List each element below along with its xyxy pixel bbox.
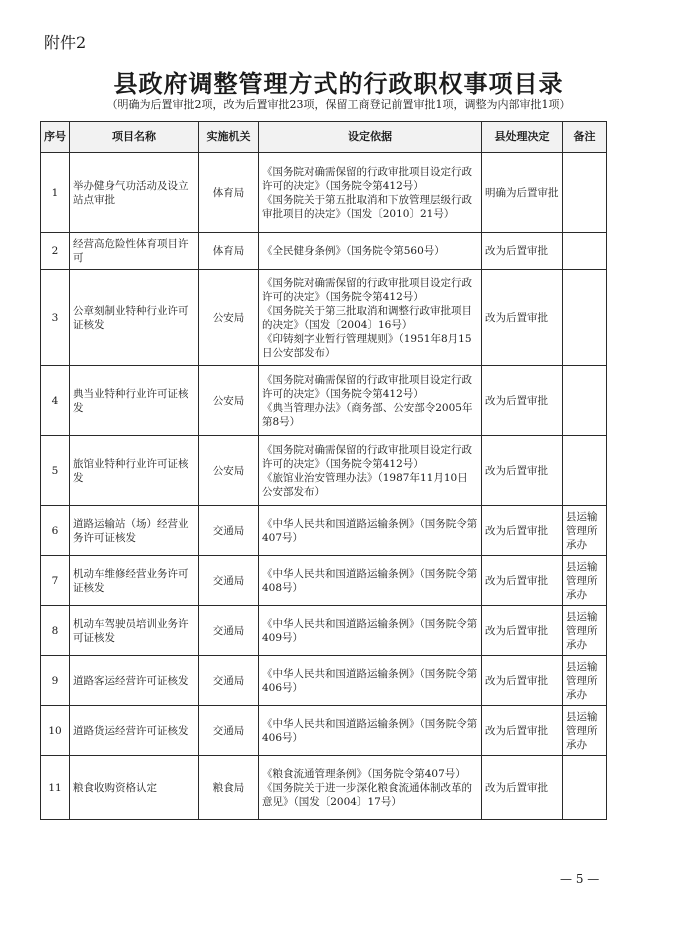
table-row xyxy=(41,656,607,706)
page-title: 县政府调整管理方式的行政职权事项目录 xyxy=(113,69,564,98)
basis-line: 《中华人民共和国道路运输条例》（国务院令第408号） xyxy=(262,567,478,594)
basis-line: 《中华人民共和国道路运输条例》（国务院令第406号） xyxy=(262,667,478,694)
header-name: 项目名称 xyxy=(70,122,199,153)
row-number-cell: 10 xyxy=(41,706,70,756)
basis-line: 《国务院关于第三批取消和调整行政审批项目的决定》（国发〔2004〕16号） xyxy=(262,304,472,331)
agency-cell: 公安局 xyxy=(199,366,259,436)
basis-line: 《国务院对确需保留的行政审批项目设定行政许可的决定》（国务院令第412号） xyxy=(262,443,472,470)
row-number-cell: 9 xyxy=(41,656,70,706)
header-decision: 县处理决定 xyxy=(482,122,563,153)
note-cell xyxy=(563,233,607,270)
table-row xyxy=(41,366,607,436)
basis-line: 《国务院对确需保留的行政审批项目设定行政许可的决定》（国务院令第412号） xyxy=(262,276,472,303)
basis-cell xyxy=(259,506,482,556)
header-no: 序号 xyxy=(41,122,70,153)
item-name-cell: 道路运输站（场）经营业务许可证核发 xyxy=(70,506,199,556)
table-row xyxy=(41,706,607,756)
basis-cell xyxy=(259,366,482,436)
basis-cell xyxy=(259,656,482,706)
agency-cell: 交通局 xyxy=(199,606,259,656)
note-cell xyxy=(563,366,607,436)
decision-cell: 改为后置审批 xyxy=(482,233,563,270)
note-cell xyxy=(563,436,607,506)
basis-line: 《粮食流通管理条例》（国务院令第407号） xyxy=(262,767,466,780)
note-cell: 县运输管理所承办 xyxy=(563,606,607,656)
matters-table xyxy=(40,121,607,820)
basis-line: 《国务院关于进一步深化粮食流通体制改革的意见》（国发〔2004〕17号） xyxy=(262,781,472,808)
note-cell: 县运输管理所承办 xyxy=(563,706,607,756)
header-agency: 实施机关 xyxy=(199,122,259,153)
basis-line: 《国务院关于第五批取消和下放管理层级行政审批项目的决定》（国发〔2010〕21号） xyxy=(262,193,472,220)
agency-cell: 交通局 xyxy=(199,706,259,756)
basis-cell xyxy=(259,233,482,270)
decision-cell: 改为后置审批 xyxy=(482,756,563,820)
item-name-cell: 机动车维修经营业务许可证核发 xyxy=(70,556,199,606)
agency-cell: 体育局 xyxy=(199,153,259,233)
note-cell xyxy=(563,756,607,820)
table-row xyxy=(41,233,607,270)
row-number-cell: 6 xyxy=(41,506,70,556)
basis-cell xyxy=(259,153,482,233)
table-row xyxy=(41,506,607,556)
agency-cell: 交通局 xyxy=(199,506,259,556)
decision-cell: 明确为后置审批 xyxy=(482,153,563,233)
basis-line: 《典当管理办法》（商务部、公安部令2005年第8号） xyxy=(262,401,473,428)
basis-cell xyxy=(259,706,482,756)
decision-cell: 改为后置审批 xyxy=(482,656,563,706)
basis-cell xyxy=(259,270,482,366)
row-number-cell: 3 xyxy=(41,270,70,366)
row-number-cell: 8 xyxy=(41,606,70,656)
note-cell: 县运输管理所承办 xyxy=(563,656,607,706)
basis-line: 《全民健身条例》（国务院令第560号） xyxy=(262,245,445,257)
table-header-row xyxy=(41,122,607,153)
decision-cell: 改为后置审批 xyxy=(482,436,563,506)
decision-cell: 改为后置审批 xyxy=(482,270,563,366)
basis-cell xyxy=(259,606,482,656)
basis-line: 《中华人民共和国道路运输条例》（国务院令第406号） xyxy=(262,717,478,744)
basis-line: 《印铸刻字业暂行管理规则》（1951年8月15日公安部发布） xyxy=(262,332,472,359)
item-name-cell: 机动车驾驶员培训业务许可证核发 xyxy=(70,606,199,656)
item-name-cell: 粮食收购资格认定 xyxy=(70,756,199,820)
agency-cell: 体育局 xyxy=(199,233,259,270)
item-name-cell: 举办健身气功活动及设立站点审批 xyxy=(70,153,199,233)
item-name-cell: 公章刻制业特种行业许可证核发 xyxy=(70,270,199,366)
header-basis: 设定依据 xyxy=(259,122,482,153)
row-number-cell: 2 xyxy=(41,233,70,270)
page-number: — 5 — xyxy=(560,872,600,886)
basis-line: 《国务院对确需保留的行政审批项目设定行政许可的决定》（国务院令第412号） xyxy=(262,373,472,400)
header-note: 备注 xyxy=(563,122,607,153)
note-cell xyxy=(563,153,607,233)
note-cell: 县运输管理所承办 xyxy=(563,556,607,606)
decision-cell: 改为后置审批 xyxy=(482,706,563,756)
table-row xyxy=(41,756,607,820)
decision-cell: 改为后置审批 xyxy=(482,606,563,656)
row-number-cell: 7 xyxy=(41,556,70,606)
basis-cell xyxy=(259,436,482,506)
agency-cell: 交通局 xyxy=(199,656,259,706)
table-row xyxy=(41,606,607,656)
agency-cell: 粮食局 xyxy=(199,756,259,820)
item-name-cell: 典当业特种行业许可证核发 xyxy=(70,366,199,436)
table-row xyxy=(41,270,607,366)
decision-cell: 改为后置审批 xyxy=(482,366,563,436)
decision-cell: 改为后置审批 xyxy=(482,556,563,606)
row-number-cell: 11 xyxy=(41,756,70,820)
basis-line: 《旅馆业治安管理办法》（1987年11月10日公安部发布） xyxy=(262,471,468,498)
page-subtitle: （明确为后置审批2项，改为后置审批23项，保留工商登记前置审批1项，调整为内部审批1项） xyxy=(106,98,571,111)
basis-line: 《中华人民共和国道路运输条例》（国务院令第409号） xyxy=(262,617,478,644)
agency-cell: 交通局 xyxy=(199,556,259,606)
basis-line: 《中华人民共和国道路运输条例》（国务院令第407号） xyxy=(262,517,478,544)
agency-cell: 公安局 xyxy=(199,270,259,366)
row-number-cell: 5 xyxy=(41,436,70,506)
basis-cell xyxy=(259,756,482,820)
row-number-cell: 4 xyxy=(41,366,70,436)
item-name-cell: 道路客运经营许可证核发 xyxy=(70,656,199,706)
item-name-cell: 经营高危险性体育项目许可 xyxy=(70,233,199,270)
row-number-cell: 1 xyxy=(41,153,70,233)
basis-line: 《国务院对确需保留的行政审批项目设定行政许可的决定》（国务院令第412号） xyxy=(262,165,472,192)
table-row xyxy=(41,153,607,233)
note-cell: 县运输管理所承办 xyxy=(563,506,607,556)
attachment-label: 附件2 xyxy=(44,33,87,52)
table-row xyxy=(41,436,607,506)
item-name-cell: 道路货运经营许可证核发 xyxy=(70,706,199,756)
note-cell xyxy=(563,270,607,366)
agency-cell: 公安局 xyxy=(199,436,259,506)
item-name-cell: 旅馆业特种行业许可证核发 xyxy=(70,436,199,506)
table-row xyxy=(41,556,607,606)
decision-cell: 改为后置审批 xyxy=(482,506,563,556)
basis-cell xyxy=(259,556,482,606)
table-body xyxy=(41,153,607,820)
